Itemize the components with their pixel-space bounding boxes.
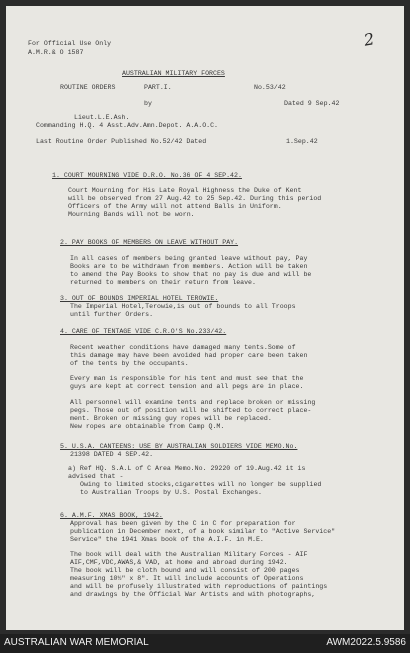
section-4-line-8: ment. Broken or missing guy ropes will be replaced. [70, 415, 272, 422]
section-5-line-1: 21398 DATED 4 SEP.42. [70, 451, 154, 458]
last-order: Last Routine Order Published No.52/42 Dated [36, 138, 207, 145]
section-3-line-2: until further Orders. [70, 311, 154, 318]
section-4-line-4: Every man is responsible for his tent and must see that the [70, 375, 304, 382]
section-1-line-4: Mourning Bands will not be worn. [68, 211, 195, 218]
section-4-line-3: of the tents by the occupants. [70, 360, 189, 367]
footer-institution: AUSTRALIAN WAR MEMORIAL [4, 637, 149, 648]
section-3-line-1: The Imperial Hotel,Terowie,is out of bounds to all Troops [70, 303, 296, 310]
section-4-line-6: All personnel will examine tents and replace broken or missing [70, 399, 316, 406]
section-6-heading: 6. A.M.F. XMAS BOOK, 1942. [60, 512, 163, 519]
order-number: No.53/42 [254, 84, 286, 91]
section-5-line-3: advised that - [68, 473, 124, 480]
routine-orders: ROUTINE ORDERS [60, 84, 116, 91]
section-4-line-9: New ropes are obtainable from Camp Q.M. [70, 423, 225, 430]
section-6-line-2: publication in December next, of a book similar to "Active Service" [70, 528, 336, 535]
section-5-heading: 5. U.S.A. CANTEENS: USE BY AUSTRALIAN SOLDIERS VIDE MEMO.No. [60, 443, 298, 450]
section-6-line-8: and will be profusely illustrated with reproductions of paintings [70, 583, 328, 590]
section-6-line-1: Approval has been given by the C in C for preparation for [70, 520, 296, 527]
section-4-line-1: Recent weather conditions have damaged many tents.Some of [70, 344, 296, 351]
section-4-line-2: this damage may have been avoided had proper care been taken [70, 352, 308, 359]
commanding-officer: Commanding H.Q. 4 Asst.Adv.Amn.Depot. A.A.O.C. [36, 122, 219, 129]
part-label: PART.I. [144, 84, 172, 91]
reference: A.M.R.& O 1587 [28, 49, 84, 56]
section-2-line-2: Books are to be withdrawn from members. Action will be taken [70, 263, 308, 270]
section-2-line-1: In all cases of members being granted leave without pay, Pay [70, 255, 308, 262]
unit-title: AUSTRALIAN MILITARY FORCES [122, 70, 225, 77]
section-6-line-7: measuring 10½" x 8". It will include accounts of Operations [70, 575, 304, 582]
handwritten-page-number: 2 [362, 29, 376, 50]
section-1-line-2: will be observed from 27 Aug.42 to 25 Sep.42. During this period [68, 195, 322, 202]
classification: For Official Use Only [28, 40, 112, 47]
last-order-date: 1.Sep.42 [286, 138, 318, 145]
section-6-line-6: The book will be cloth bound and will consist of 200 pages [70, 567, 300, 574]
section-2-line-3: to amend the Pay Books to show that no pay is due and will be [70, 271, 312, 278]
section-6-line-4: The book will deal with the Australian Military Forces - AIF [70, 551, 308, 558]
dated: Dated 9 Sep.42 [284, 100, 340, 107]
section-6-line-5: AIF,CMF,VDC,AWAS,& VAD, at home and abroad during 1942. [70, 559, 288, 566]
section-6-line-3: Service" the 1941 Xmas book of the A.I.F. in M.E. [70, 536, 264, 543]
section-5-line-4: Owing to limited stocks,cigarettes will no longer be supplied [80, 481, 322, 488]
document-sheet [6, 6, 404, 630]
footer-accession: AWM2022.5.9586 [326, 637, 406, 648]
section-2-heading: 2. PAY BOOKS OF MEMBERS ON LEAVE WITHOUT PAY. [60, 239, 239, 246]
section-6-line-9: and drawings by the Official War Artists and with photographs, [70, 591, 316, 598]
section-5-line-5: to Australian Troops by U.S. Postal Exchanges. [80, 489, 263, 496]
routine-orders-document [6, 6, 404, 630]
section-1-line-1: Court Mourning for His Late Royal Highness the Duke of Kent [68, 187, 302, 194]
section-2-line-4: returned to members on their return from leave. [70, 279, 256, 286]
section-5-line-2: a) Ref HQ. S.A.L of C Area Memo.No. 29220 of 19.Aug.42 it is [68, 465, 306, 472]
archive-footer [0, 634, 410, 653]
by-label: by [144, 100, 152, 107]
section-1-heading: 1. COURT MOURNING VIDE D.R.O. No.36 OF 4 SEP.42. [52, 172, 242, 179]
section-4-line-7: pegs. Those out of position will be shifted to correct place- [70, 407, 312, 414]
section-1-line-3: Officers of the Army will not attend Balls in Uniform. [68, 203, 282, 210]
signatory: Lieut.L.E.Ash. [74, 114, 130, 121]
section-4-line-5: guys are kept at correct tension and all pegs are in place. [70, 383, 304, 390]
section-4-heading: 4. CARE OF TENTAGE VIDE C.R.O'S No.233/42. [60, 328, 227, 335]
section-3-heading: 3. OUT OF BOUNDS IMPERIAL HOTEL TEROWIE. [60, 295, 219, 302]
